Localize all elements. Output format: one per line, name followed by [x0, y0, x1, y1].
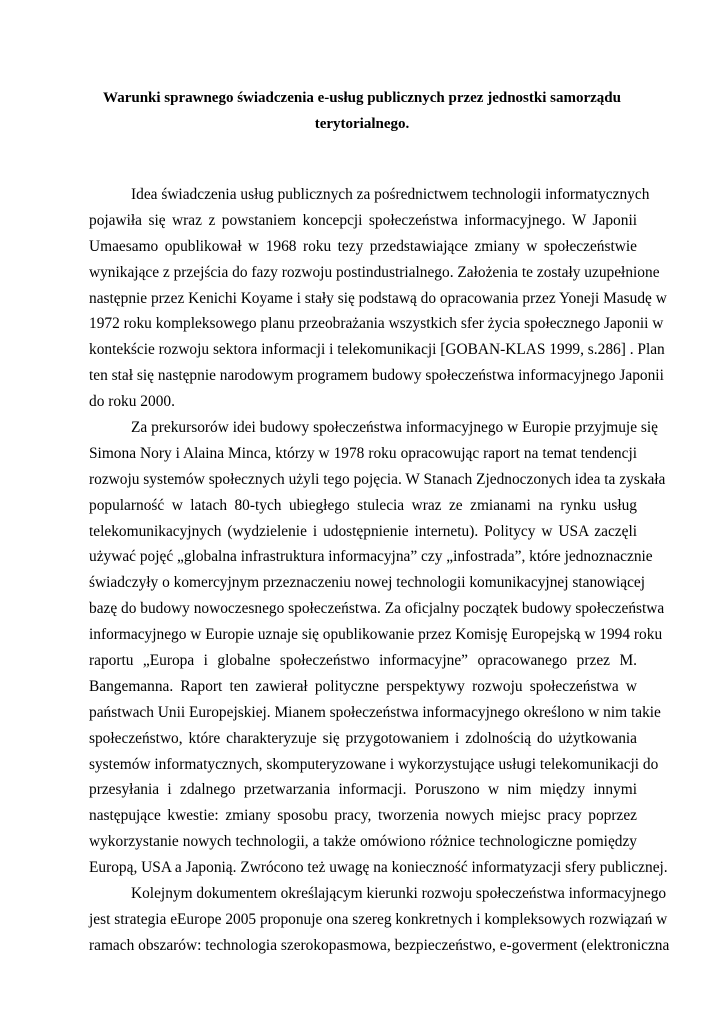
text-line: rozwoju systemów społecznych użyli tego pojęcia. W Stanach Zjednoczonych idea ta zyskała: [89, 470, 666, 488]
text-line: systemów informatycznych, skomputeryzowane i wykorzystujące usługi telekomunikacji do: [89, 755, 659, 773]
text-line: bazę do budowy nowoczesnego społeczeństwa. Za oficjalny początek budowy społeczeństwa: [89, 600, 665, 618]
text-line: społeczeństwo, które charakteryzuje się przygotowaniem i zdolnością do użytkowania: [89, 729, 637, 747]
text-line: 1972 roku kompleksowego planu przeobrażania wszystkich sfer życia społecznego Japonii w: [89, 315, 664, 333]
text-line: Bangemanna. Raport ten zawierał polityczne perspektywy rozwoju społeczeństwa w: [89, 677, 637, 695]
text-line: do roku 2000.: [89, 393, 175, 411]
text-line: telekomunikacyjnych (wydzielenie i udostępnienie internetu). Politycy w USA zaczęli: [89, 522, 637, 540]
text-line: wykorzystanie nowych technologii, a także omówiono różnice technologiczne pomiędzy: [89, 833, 637, 851]
text-line: wynikające z przejścia do fazy rozwoju postindustrialnego. Założenia te zostały uzupełnione: [89, 263, 660, 281]
text-line: Europą, USA a Japonią. Zwrócono też uwagę na konieczność informatyzacji sfery publicznej.: [89, 859, 668, 877]
text-line: Umaesamo opublikował w 1968 roku tezy przedstawiające zmiany w społeczeństwie: [89, 237, 637, 255]
text-line: ramach obszarów: technologia szerokopasmowa, bezpieczeństwo, e-goverment (elektroniczna: [89, 936, 670, 954]
text-line: następnie przez Kenichi Koyame i stały się podstawą do opracowania przez Yoneji Masudę w: [89, 289, 667, 307]
text-line: ten stał się następnie narodowym programem budowy społeczeństwa informacyjnego Japonii: [89, 367, 664, 385]
text-line: raportu „Europa i globalne społeczeństwo informacyjne” opracowanego przez M.: [89, 652, 637, 670]
text-line: państwach Unii Europejskiej. Mianem społeczeństwa informacyjnego określono w nim takie: [89, 703, 661, 721]
text-line: używać pojęć „globalna infrastruktura informacyjna” czy „infostrada”, które jednoznacznie: [89, 548, 653, 566]
text-line: jest strategia eEurope 2005 proponuje ona szereg konkretnych i kompleksowych rozwiązań w: [89, 910, 668, 928]
text-line: Simona Nory i Alaina Minca, którzy w 1978 roku opracowując raport na temat tendencji: [89, 444, 637, 462]
text-line: przesyłania i zdalnego przetwarzania informacji. Poruszono w nim między innymi: [89, 781, 637, 799]
text-line: pojawiła się wraz z powstaniem koncepcji społeczeństwa informacyjnego. W Japonii: [89, 211, 637, 229]
text-line: Za prekursorów idei budowy społeczeństwa informacyjnego w Europie przyjmuje się: [131, 419, 658, 437]
document-body: [89, 182, 670, 959]
text-line: Kolejnym dokumentem określającym kierunki rozwoju społeczeństwa informacyjnego: [131, 885, 667, 903]
document-title-line-2: terytorialnego.: [314, 116, 410, 132]
text-line: informacyjnego w Europie uznaje się opublikowanie przez Komisję Europejską w 1994 roku: [89, 626, 663, 644]
text-line: popularność w latach 80-tych ubiegłego stulecia wraz ze zmianami na rynku usług: [89, 496, 637, 514]
text-line: Idea świadczenia usług publicznych za pośrednictwem technologii informatycznych: [131, 186, 650, 203]
text-line: świadczyły o komercyjnym przeznaczeniu nowej technologii komunikacyjnej stanowiącej: [89, 574, 646, 592]
text-line: następujące kwestie: zmiany sposobu pracy, tworzenia nowych miejsc pracy poprzez: [89, 807, 637, 825]
text-line: kontekście rozwoju sektora informacji i telekomunikacji [GOBAN-KLAS 1999, s.286] . Plan: [89, 341, 665, 359]
document-title-line-1: Warunki sprawnego świadczenia e-usług publicznych przez jednostki samorządu: [103, 90, 621, 106]
